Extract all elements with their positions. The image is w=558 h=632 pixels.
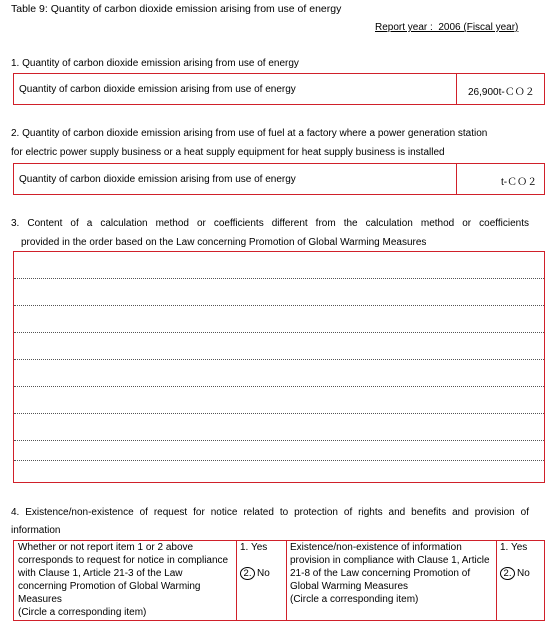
left-no-label: No (257, 568, 270, 580)
section2-divider (456, 163, 457, 195)
ruled-line (14, 460, 544, 461)
left-yes-option[interactable]: 1. Yes (240, 542, 268, 553)
right-no-option[interactable] (500, 567, 530, 580)
table-title: Table 9: Quantity of carbon dioxide emission arising from use of energy (11, 3, 342, 15)
left-no-option[interactable] (240, 567, 270, 580)
right-note: (Circle a corresponding item) (290, 594, 419, 605)
ruled-line (14, 332, 544, 333)
ruled-line (14, 386, 544, 387)
section4-divider (286, 540, 287, 621)
report-year: Report year : 2006 (Fiscal year) (375, 22, 519, 33)
ruled-line (14, 413, 544, 414)
left-note: (Circle a corresponding item) (18, 607, 147, 618)
section4-divider (496, 540, 497, 621)
left-question-cell (18, 541, 232, 619)
ruled-line (14, 440, 544, 441)
circle-mark-icon: 2. (240, 567, 255, 580)
section2-row-value: t-ＣＯ２ (501, 177, 538, 188)
section1-row-value: 26,900t-ＣＯ２ (468, 87, 535, 98)
section2-heading-line2: for electric power supply business or a heat supply equipment for heat supply business is installed (11, 147, 445, 158)
right-yes-option[interactable]: 1. Yes (500, 542, 528, 553)
circle-mark-icon: 2. (500, 567, 515, 580)
section1-row-label: Quantity of carbon dioxide emission arising from use of energy (19, 84, 296, 95)
section3-heading-line2: provided in the order based on the Law concerning Promotion of Global Warming Measures (21, 237, 427, 248)
right-question-cell (290, 541, 494, 606)
ruled-line (14, 278, 544, 279)
section1-heading: 1. Quantity of carbon dioxide emission arising from use of energy (11, 58, 299, 69)
section1-divider (456, 73, 457, 105)
ruled-line (14, 359, 544, 360)
section4-heading-line1: 4. Existence/non-existence of request for notice related to protection of rights and benefits and provision of (11, 507, 529, 518)
section2-heading-line1: 2. Quantity of carbon dioxide emission arising from use of fuel at a factory where a power generation station (11, 128, 488, 139)
right-question: Existence/non-existence of information provision in compliance with Clause 1, Article 21-8 of the Law concerning Promotion of Global Warming Measures (290, 542, 490, 592)
section3-heading-line1: 3. Content of a calculation method or coefficients different from the calculation method or coefficients (11, 218, 529, 229)
ruled-line (14, 305, 544, 306)
section4-divider (236, 540, 237, 621)
left-question: Whether or not report item 1 or 2 above corresponds to request for notice in compliance with Clause 1, Article 21-3 of the Law concerning Promotion of Global Warming Measures (18, 542, 229, 605)
section2-row-label: Quantity of carbon dioxide emission arising from use of energy (19, 174, 296, 185)
right-no-label: No (517, 568, 530, 580)
section4-heading-line2: information (11, 525, 61, 536)
section3-textarea[interactable] (13, 251, 545, 483)
